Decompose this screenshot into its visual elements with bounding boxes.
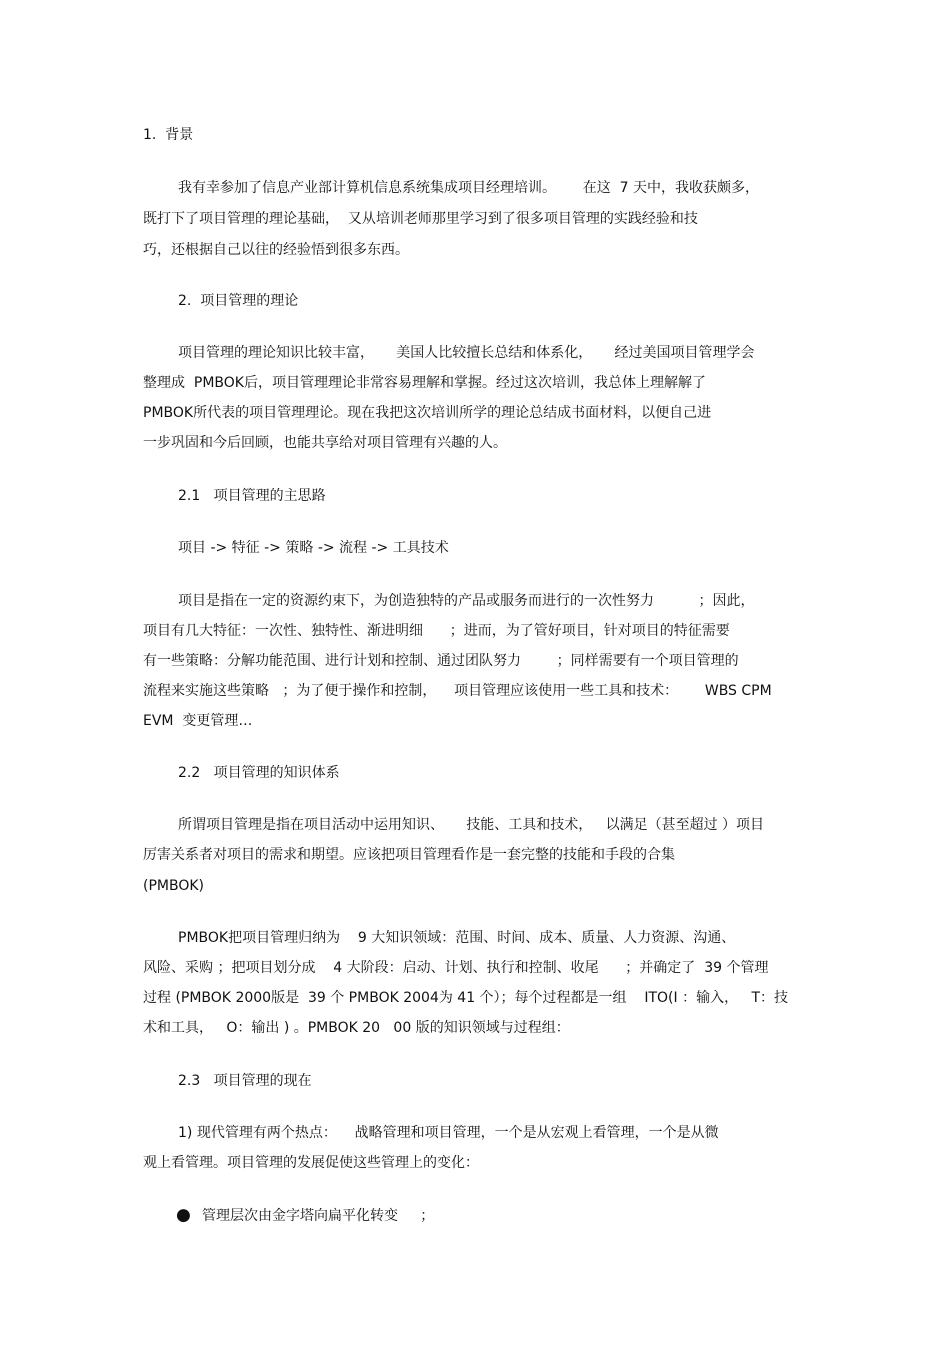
paragraph-line: 风险、采购 ；把项目划分成 4 大阶段：启动、计划、执行和控制、收尾 ；并确定了 39 个管理 bbox=[143, 960, 769, 976]
bullet-icon: ● bbox=[176, 1205, 191, 1225]
paragraph-line: EVM 变更管理… bbox=[143, 713, 253, 729]
section-2-heading: 2. 项目管理的理论 bbox=[178, 293, 299, 309]
bullet-item: 管理层次由金字塔向扁平化转变 ； bbox=[202, 1208, 435, 1224]
paragraph-line: 过程 (PMBOK 2000版是 39 个 PMBOK 2004为 41 个）；每个过程都是一组 ITO(I ：输入， T：技 bbox=[143, 990, 789, 1006]
paragraph-line: 所谓项目管理是指在项目活动中运用知识、 技能、工具和技术， 以满足（甚至超过 ）项目 bbox=[178, 817, 765, 833]
paragraph-line: 项目是指在一定的资源约束下，为创造独特的产品或服务而进行的一次性努力 ；因此， bbox=[178, 593, 755, 609]
paragraph-line: PMBOK把项目管理归纳为 9 大知识领域：范围、时间、成本、质量、人力资源、沟通、 bbox=[178, 930, 736, 946]
section-2-1-heading: 2.1 项目管理的主思路 bbox=[178, 488, 326, 504]
paragraph-line: 流程来实施这些策略 ；为了便于操作和控制， 项目管理应该使用一些工具和技术： WBS CPM bbox=[143, 683, 772, 699]
section-2-3-heading: 2.3 项目管理的现在 bbox=[178, 1073, 312, 1089]
paragraph-line: 观上看管理。项目管理的发展促使这些管理上的变化： bbox=[143, 1155, 479, 1171]
section-2-2-heading: 2.2 项目管理的知识体系 bbox=[178, 765, 340, 781]
paragraph-line: 项目管理的理论知识比较丰富， 美国人比较擅长总结和体系化， 经过美国项目管理学会 bbox=[178, 345, 755, 361]
paragraph-line: 我有幸参加了信息产业部计算机信息系统集成项目经理培训。 在这 7 天中，我收获颇多， bbox=[178, 180, 759, 196]
paragraph-line: 整理成 PMBOK后，项目管理理论非常容易理解和掌握。经过这次培训，我总体上理解解了 bbox=[143, 375, 706, 391]
paragraph-line: 巧，还根据自己以往的经验悟到很多东西。 bbox=[143, 242, 409, 258]
paragraph-line: 厉害关系者对项目的需求和期望。应该把项目管理看作是一套完整的技能和手段的合集 bbox=[143, 847, 675, 863]
paragraph-line: (PMBOK) bbox=[143, 878, 205, 894]
paragraph-line: 项目有几大特征：一次性、独特性、渐进明细 ；进而，为了管好项目，针对项目的特征需要 bbox=[143, 623, 730, 639]
paragraph-line: 一步巩固和今后回顾，也能共享给对项目管理有兴趣的人。 bbox=[143, 435, 507, 451]
paragraph-line: 既打下了项目管理的理论基础， 又从培训老师那里学习到了很多项目管理的实践经验和技 bbox=[143, 211, 698, 227]
paragraph-line: 有一些策略：分解功能范围、进行计划和控制、通过团队努力 ；同样需要有一个项目管理的 bbox=[143, 653, 739, 669]
flow-line: 项目 -> 特征 -> 策略 -> 流程 -> 工具技术 bbox=[178, 540, 449, 556]
section-1-heading: 1. 背景 bbox=[143, 127, 194, 143]
paragraph-line: 术和工具， O：输出 ) 。PMBOK 20 00 版的知识领域与过程组： bbox=[143, 1020, 570, 1036]
paragraph-line: PMBOK所代表的项目管理理论。现在我把这次培训所学的理论总结成书面材料，以便自己进 bbox=[143, 405, 712, 421]
paragraph-line: 1) 现代管理有两个热点： 战略管理和项目管理，一个是从宏观上看管理，一个是从微 bbox=[178, 1125, 719, 1141]
